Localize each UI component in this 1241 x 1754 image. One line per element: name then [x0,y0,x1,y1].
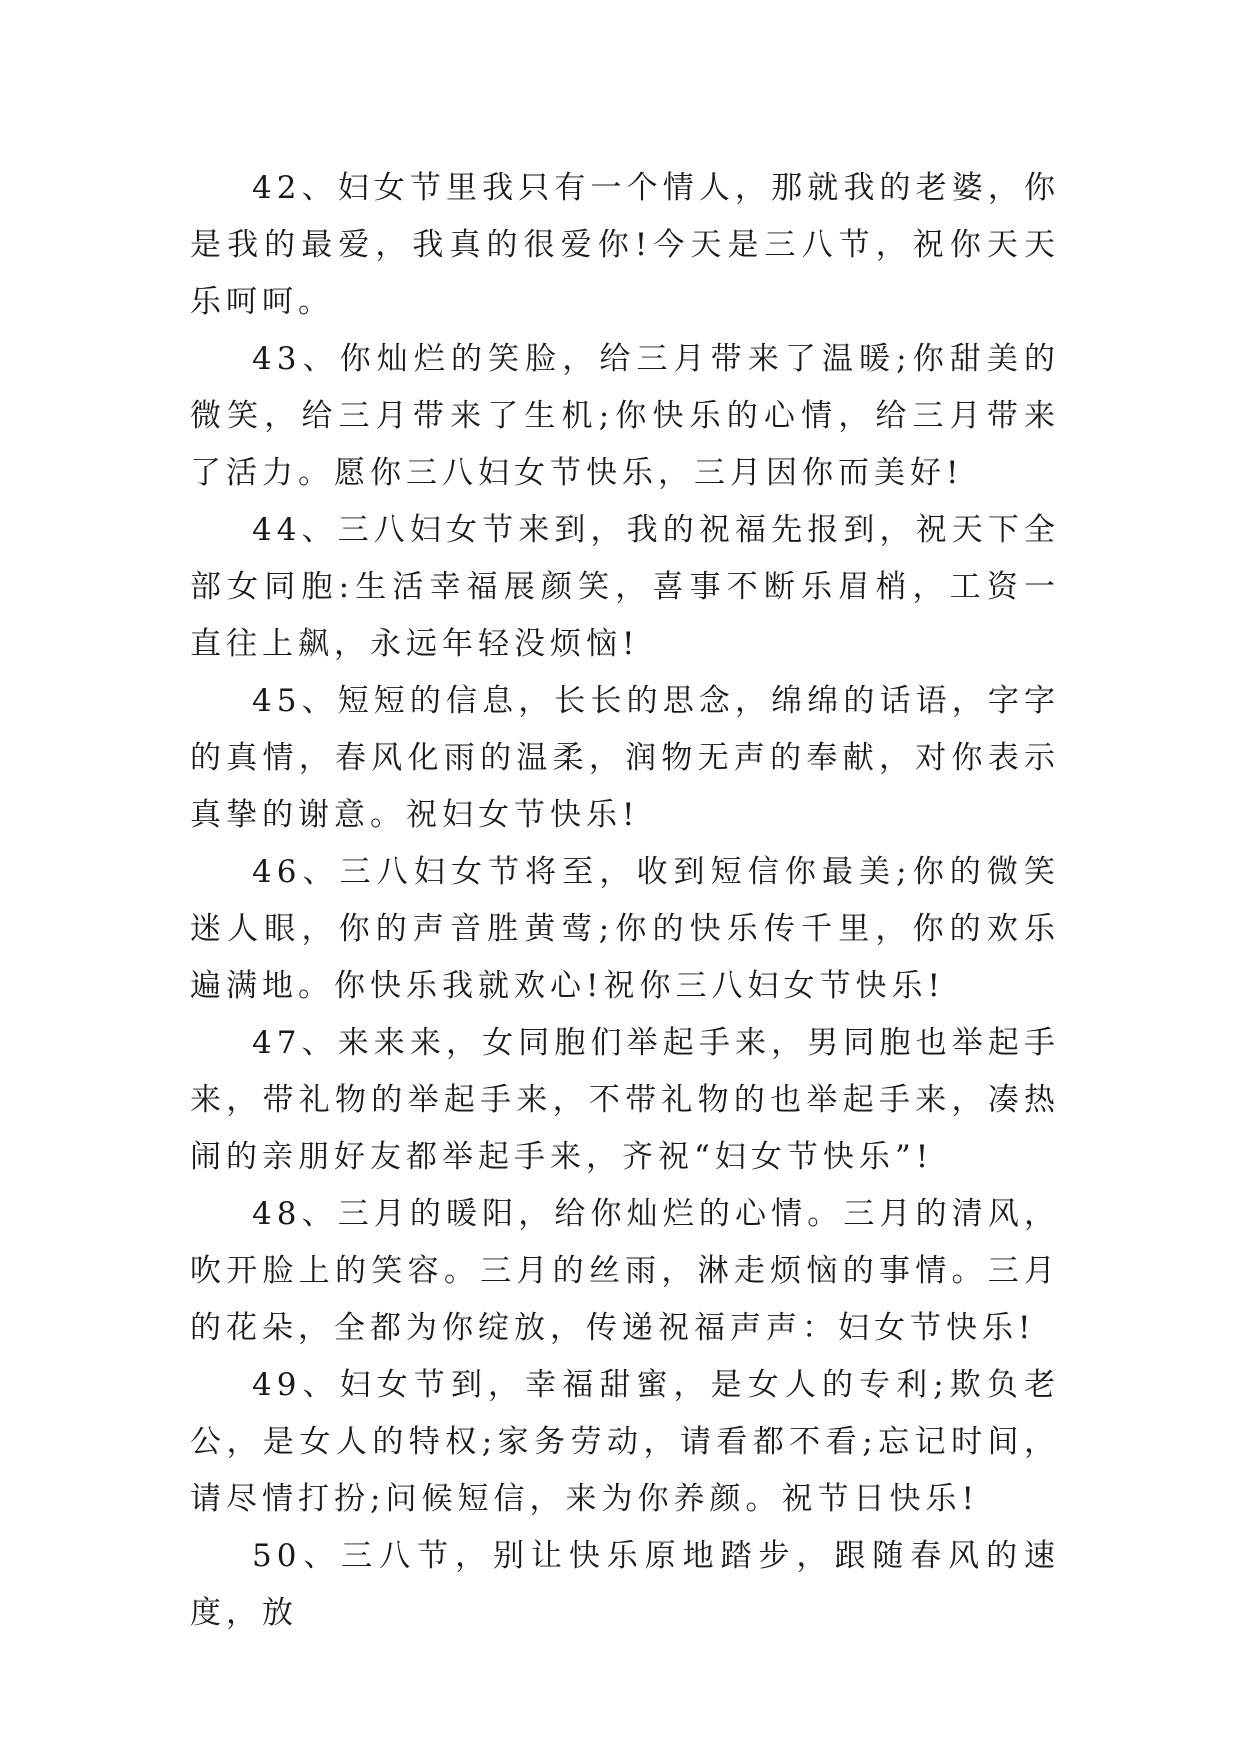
paragraph-42: 42、妇女节里我只有一个情人，那就我的老婆，你是我的最爱，我真的很爱你!今天是三八节，祝你天天乐呵呵。 [190,170,1060,320]
paragraph-50: 50、三八节，别让快乐原地踏步，跟随春风的速度，放 [190,1538,1060,1631]
paragraph-47: 47、来来来，女同胞们举起手来，男同胞也举起手来，带礼物的举起手来，不带礼物的也举起手来，凑热闹的亲朋好友都举起手来，齐祝“妇女节快乐”! [190,1025,1060,1175]
paragraph-48: 48、三月的暖阳，给你灿烂的心情。三月的清风，吹开脸上的笑容。三月的丝雨，淋走烦恼的事情。三月的花朵，全都为你绽放，传递祝福声声：妇女节快乐! [190,1196,1060,1346]
paragraph-45: 45、短短的信息，长长的思念，绵绵的话语，字字的真情，春风化雨的温柔，润物无声的奉献，对你表示真挚的谢意。祝妇女节快乐! [190,683,1060,833]
paragraph-49: 49、妇女节到，幸福甜蜜，是女人的专利;欺负老公，是女人的特权;家务劳动，请看都不看;忘记时间，请尽情打扮;问候短信，来为你养颜。祝节日快乐! [190,1367,1060,1517]
paragraph-43: 43、你灿烂的笑脸，给三月带来了温暖;你甜美的微笑，给三月带来了生机;你快乐的心情，给三月带来了活力。愿你三八妇女节快乐，三月因你而美好! [190,341,1060,491]
document-body [190,160,1060,1642]
paragraph-44: 44、三八妇女节来到，我的祝福先报到，祝天下全部女同胞:生活幸福展颜笑，喜事不断乐眉梢，工资一直往上飙，永远年轻没烦恼! [190,512,1060,662]
paragraph-46: 46、三八妇女节将至，收到短信你最美;你的微笑迷人眼，你的声音胜黄莺;你的快乐传千里，你的欢乐遍满地。你快乐我就欢心!祝你三八妇女节快乐! [190,854,1060,1004]
